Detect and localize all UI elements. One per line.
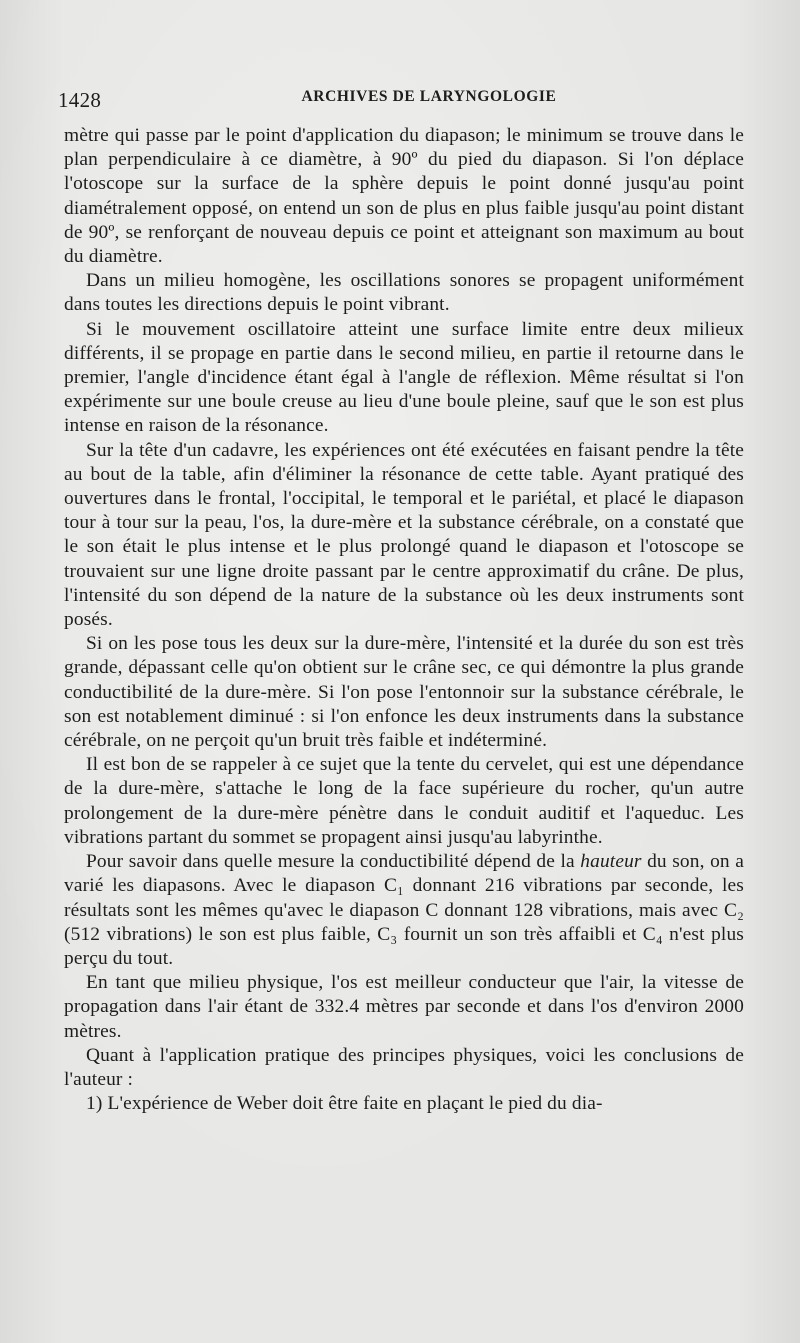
book-page <box>58 82 744 1327</box>
paragraph-7-end: du son, on a varié les diapasons. Avec le diapason C₁ donnant 216 vibrations par seconde, les résultats sont les mêmes qu'avec le diapason C donnant 128 vibrations, mais avec C₂ (512 vibrations) le son est plus faible, C₃ fournit un son très affaibli et C₄ n'est plus perçu du tout. <box>64 851 744 969</box>
paragraph-7 <box>64 850 744 971</box>
paragraph-5: Si on les pose tous les deux sur la dure-mère, l'intensité et la durée du son est très grande, dépassant celle qu'on obtient sur le crâne sec, ce qui démontre la plus grande conductibilité de la dure-mère. Si l'on pose l'entonnoir sur la substance cérébrale, le son est notablement diminué : si l'on enfonce les deux instruments dans la substance cérébrale, on ne perçoit qu'un bruit très faible et indéterminé. <box>64 633 744 752</box>
paragraph-1: mètre qui passe par le point d'application du diapason; le minimum se trouve dans le plan perpendiculaire à ce diamètre, à 90º du pied du diapason. Si l'on déplace l'otoscope sur la surface de la sphère depuis le point donné jusqu'au point diamétralement opposé, on entend un son de plus en plus faible jusqu'au point distant de 90º, se renforçant de nouveau depuis ce point et atteignant son maximum au bout du diamètre. <box>64 125 744 268</box>
paragraph-7-start: Pour savoir dans quelle mesure la conductibilité dépend de la <box>86 851 581 873</box>
page-header <box>58 82 744 114</box>
paragraph-10: 1) L'expérience de Weber doit être faite en plaçant le pied du dia- <box>86 1093 603 1115</box>
italic-term: hauteur <box>580 851 642 873</box>
page-number: 1428 <box>58 88 102 112</box>
paragraph-6: Il est bon de se rappeler à ce sujet que la tente du cervelet, qui est une dépendance de la dure-mère, s'attache le long de la face supérieure du rocher, qu'un autre prolongement de la dure-mère pénètre dans le conduit auditif et l'aqueduc. Les vibrations partant du sommet se propagent ainsi jusqu'au labyrinthe. <box>64 754 744 848</box>
paragraph-4: Sur la tête d'un cadavre, les expériences ont été exécutées en faisant pendre la tête au bout de la table, afin d'éliminer la résonance de cette table. Ayant pratiqué des ouvertures dans le frontal, l'occipital, le temporal et le pariétal, et placé le diapason tour à tour sur la peau, l'os, la dure-mère et la substance cérébrale, on a constaté que le son était le plus intense et le plus prolongé quand le diapason et l'otoscope se trouvaient sur une ligne droite passant par le centre approximatif du crâne. De plus, l'intensité du son dépend de la nature de la substance où les deux instruments sont posés. <box>64 439 744 631</box>
paragraph-9: Quant à l'application pratique des principes physiques, voici les conclusions de l'auteur : <box>64 1044 744 1090</box>
paragraph-8: En tant que milieu physique, l'os est meilleur conducteur que l'air, la vitesse de propagation dans l'air étant de 332.4 mètres par seconde et dans l'os d'environ 2000 mètres. <box>64 972 744 1042</box>
running-head: ARCHIVES DE LARYNGOLOGIE <box>301 88 557 105</box>
paragraph-2: Dans un milieu homogène, les oscillations sonores se propagent uniformément dans toutes les directions depuis le point vibrant. <box>64 270 744 316</box>
paragraph-3: Si le mouvement oscillatoire atteint une surface limite entre deux milieux différents, il se propage en partie dans le second milieu, en partie il retourne dans le premier, l'angle d'incidence étant égal à l'angle de réflexion. Même résultat si l'on expérimente sur une boule creuse au lieu d'une boule pleine, sauf que le son est plus intense en raison de la résonance. <box>64 318 744 437</box>
body-text <box>64 124 744 1116</box>
